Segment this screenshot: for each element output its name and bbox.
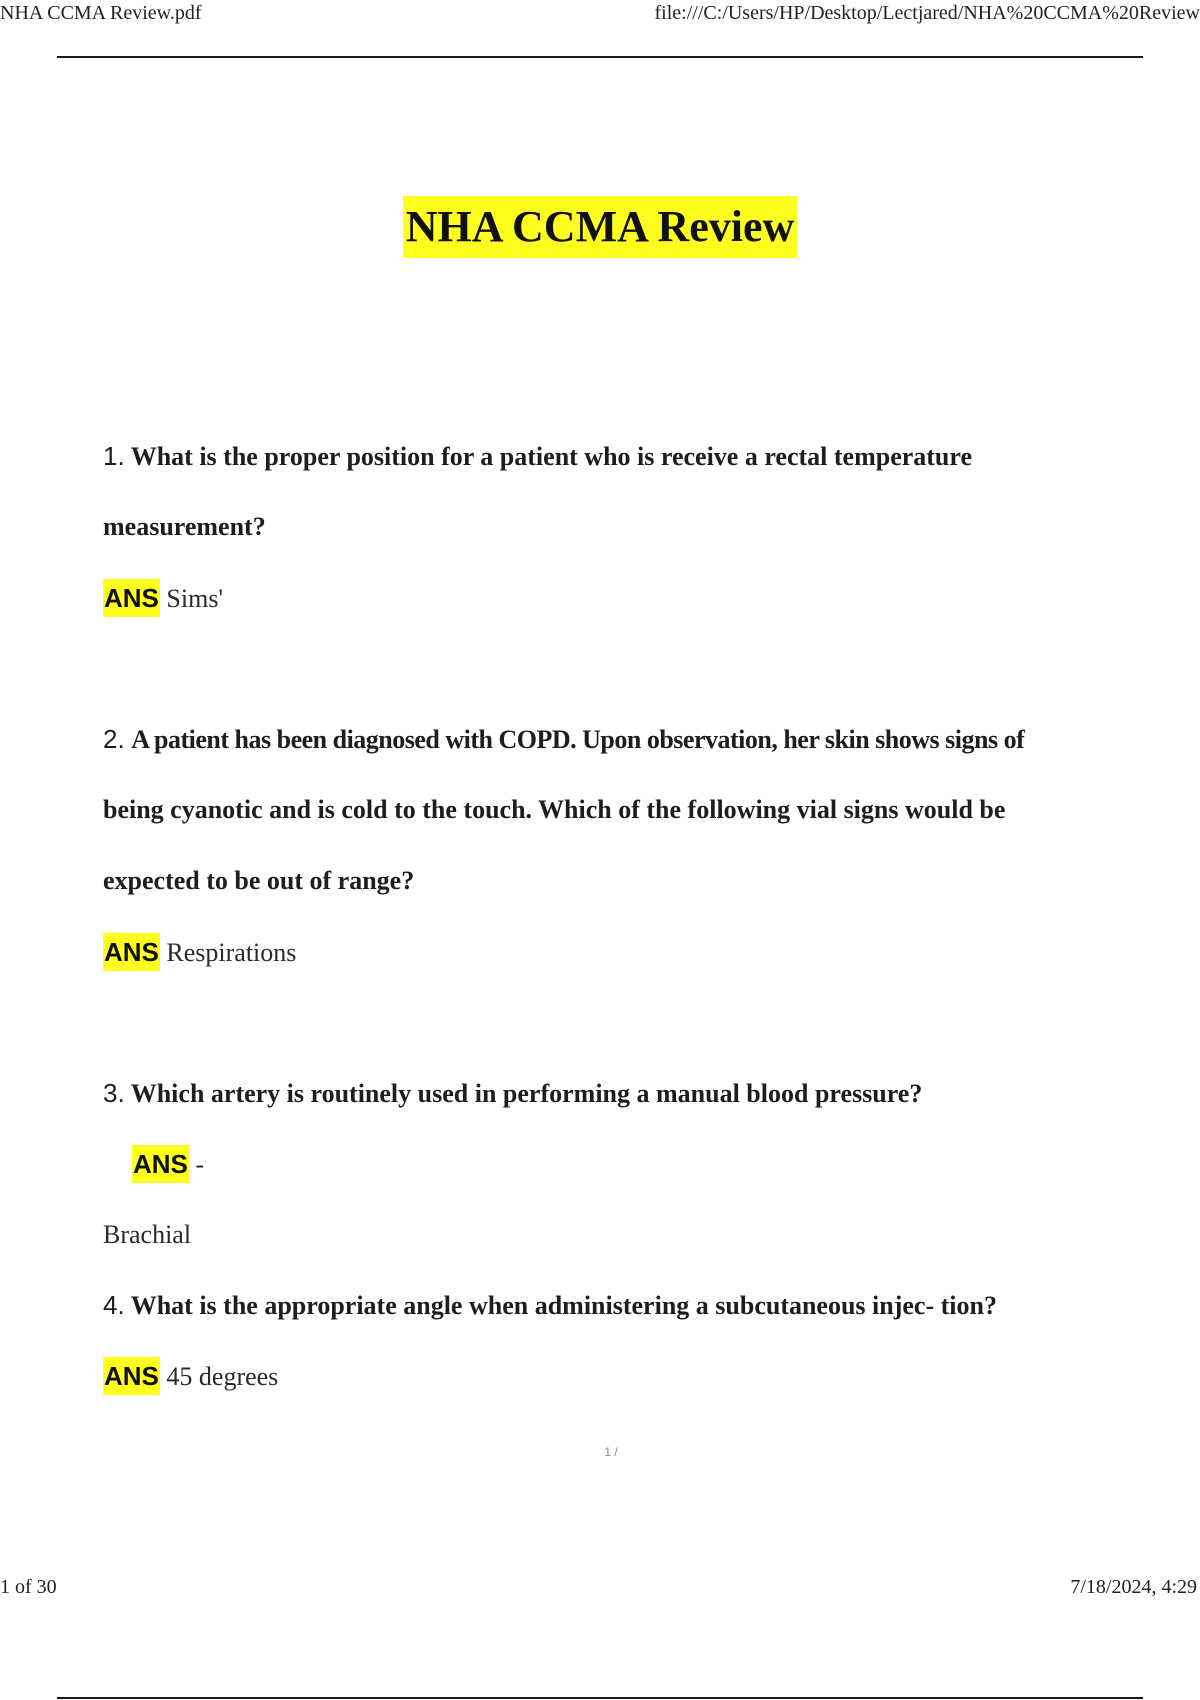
document-name: NHA CCMA Review.pdf [0, 2, 202, 24]
question-1-line-1 [103, 441, 972, 472]
title-text: NHA CCMA Review [403, 196, 798, 258]
question-2-line-3: expected to be out of range? [103, 866, 415, 895]
file-path: file:///C:/Users/HP/Desktop/Lectjared/NHA%20CCMA%20Review [654, 2, 1200, 24]
answer-label: ANS [103, 933, 160, 971]
question-1-line-2: measurement? [103, 512, 266, 541]
question-2-line-2: being cyanotic and is cold to the touch. Which of the following vial signs would be [103, 795, 1006, 824]
question-number: 1. [103, 441, 125, 471]
answer-text: Brachial [103, 1220, 192, 1249]
answer-4 [103, 1361, 278, 1392]
question-number: 3. [103, 1078, 125, 1108]
answer-3 [103, 1220, 191, 1250]
answer-2 [103, 937, 296, 968]
bottom-divider [57, 1697, 1143, 1699]
question-number: 2. [103, 724, 125, 754]
answer-3-label-line [132, 1149, 204, 1180]
answer-label: ANS [103, 1357, 160, 1395]
answer-1 [103, 583, 223, 614]
question-3-line-1 [103, 1078, 922, 1109]
question-text: What is the proper position for a patient who is receive a rectal temperature [130, 442, 972, 471]
question-text: A patient has been diagnosed with COPD. Upon observation, her skin shows signs of [131, 725, 1025, 754]
answer-dash: - [195, 1150, 205, 1179]
question-4-line-1 [103, 1290, 997, 1321]
document-title [0, 196, 1200, 258]
page-marker: 1 / [604, 1445, 618, 1459]
answer-label: ANS [132, 1145, 189, 1183]
question-text: Which artery is routinely used in performing a manual blood pressure? [130, 1079, 923, 1108]
question-text: What is the appropriate angle when administering a subcutaneous injec- tion? [130, 1291, 997, 1320]
print-timestamp: 7/18/2024, 4:29 [1070, 1576, 1197, 1598]
answer-text: Respirations [166, 938, 297, 967]
answer-text: Sims' [166, 584, 224, 613]
page-count: 1 of 30 [0, 1576, 57, 1598]
question-2-line-1 [103, 724, 1024, 755]
answer-label: ANS [103, 579, 160, 617]
answer-text: 45 degrees [166, 1362, 279, 1391]
top-divider [57, 56, 1143, 58]
question-number: 4. [103, 1290, 125, 1320]
